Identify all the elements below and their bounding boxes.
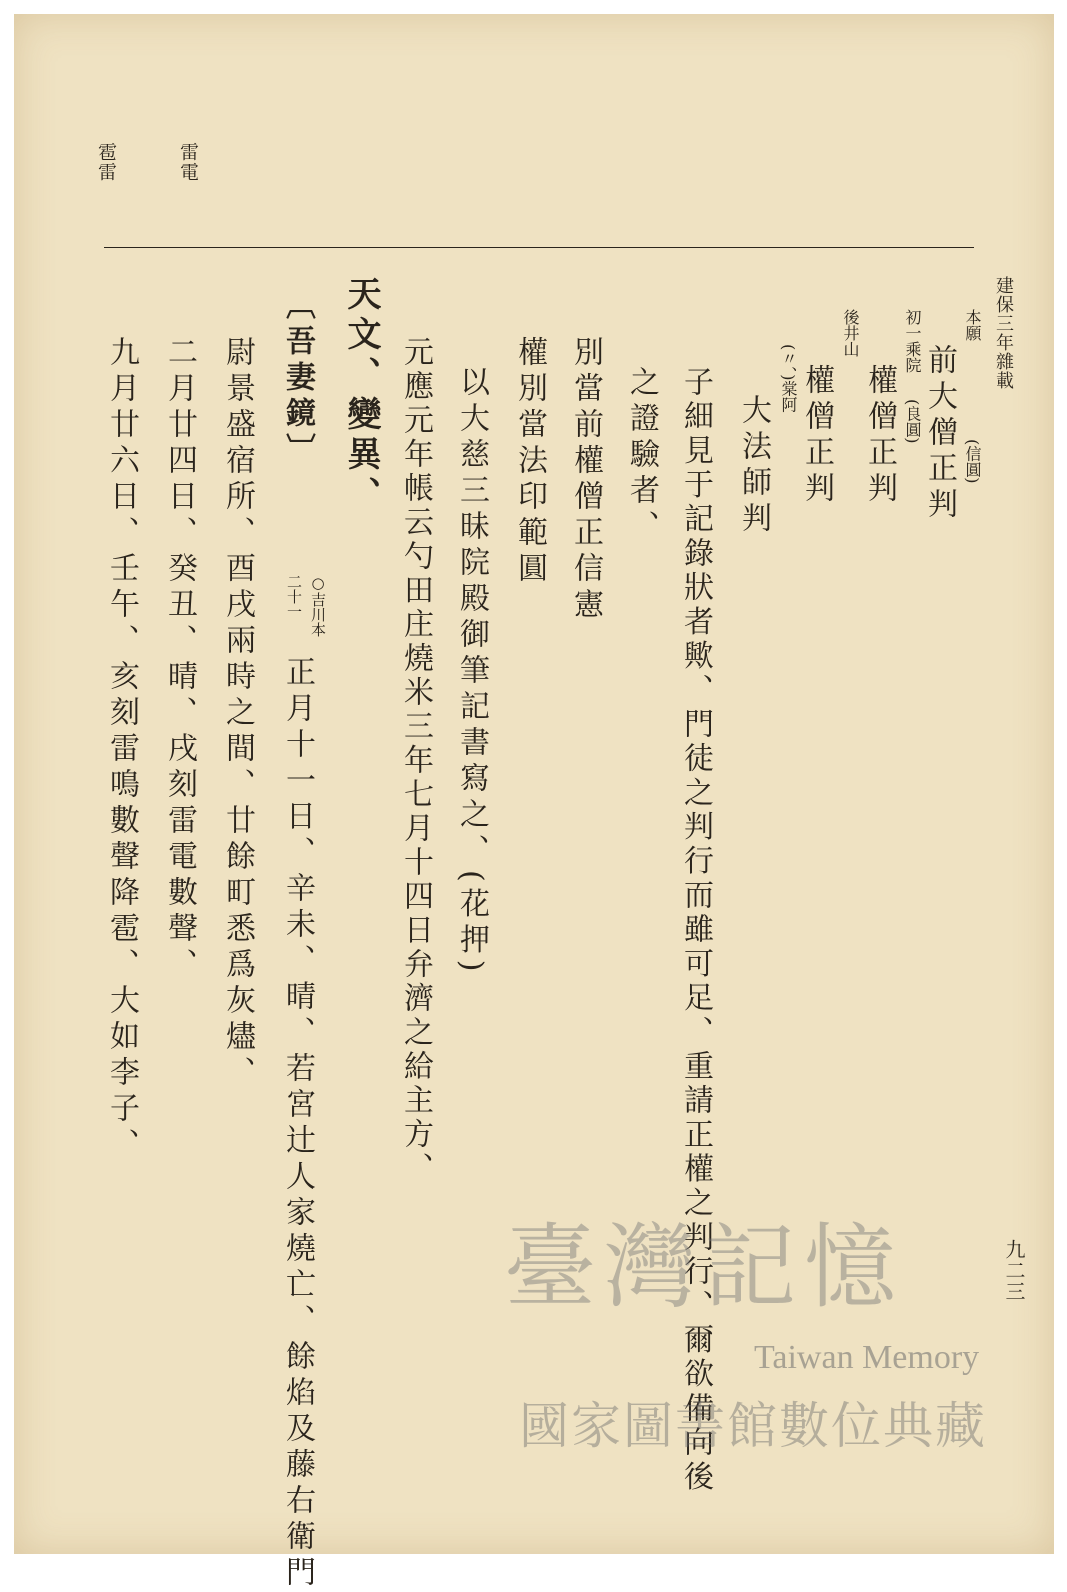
index-word-hail-thunder: 雹雷 — [95, 142, 117, 182]
signature-title: 權僧正判 — [862, 364, 897, 508]
page-number: 九二三 — [1002, 1239, 1026, 1302]
body-line: 以大慈三昧院殿御筆記書寫之、(花押) — [454, 366, 489, 978]
body-line: 元應元年帳云勺田庄燒米三年七月十四日弁濟之給主方、 — [398, 336, 433, 1186]
signature-title: 前大僧正判 — [922, 344, 957, 524]
signature-title: 大法師判 — [736, 394, 771, 538]
entry-line: 二月廿四日、癸丑、晴、戌刻雷電數聲、 — [162, 336, 197, 984]
signature-note: 本願 — [963, 309, 982, 341]
watermark-script: 臺灣記憶 — [504, 1214, 905, 1321]
index-word-thunder-lightning: 雷電 — [177, 142, 199, 182]
signature-note: 後井山 — [841, 309, 860, 357]
body-line: 別當前權僧正信憲 — [568, 336, 603, 624]
entry-line: 尉景盛宿所、酉戌兩時之間、廿餘町悉爲灰燼、 — [220, 336, 255, 1092]
signature-seal: (良圓) — [903, 399, 922, 444]
body-line: 之證驗者、 — [624, 366, 659, 546]
signature-note: (〃、)棠阿 — [779, 344, 798, 413]
entry-line: 九月廿六日、壬午、亥刻雷鳴數聲降雹、大如李子、 — [104, 336, 139, 1164]
running-title: 建保三年雜載 — [993, 276, 1014, 390]
body-line: 子細見于記錄狀者歟、門徒之判行而雖可足、重請正權之判行、爾欲備向後 — [678, 366, 713, 1495]
signature-note: 初一乘院 — [903, 309, 922, 373]
horizontal-rule — [104, 247, 974, 248]
signature-title: 權僧正判 — [799, 364, 834, 508]
book-page — [14, 14, 1054, 1592]
section-heading: 天文、變異、 — [341, 276, 381, 516]
signature-seal: (信圓) — [963, 439, 982, 484]
watermark-institution: 國家圖書館數位典藏 — [519, 1397, 987, 1455]
watermark-latin: Taiwan Memory — [754, 1339, 980, 1376]
edition-note: ○吉川本 — [309, 574, 327, 637]
body-line: 權別當法印範圓 — [512, 336, 547, 588]
entry-line: 正月十一日、辛未、晴、若宮辻人家燒亡、餘焰及藤右衛門 — [280, 656, 315, 1592]
source-bracket: 〔吾妻鏡〕 — [280, 289, 315, 469]
volume-number: 二十一 — [285, 574, 303, 619]
